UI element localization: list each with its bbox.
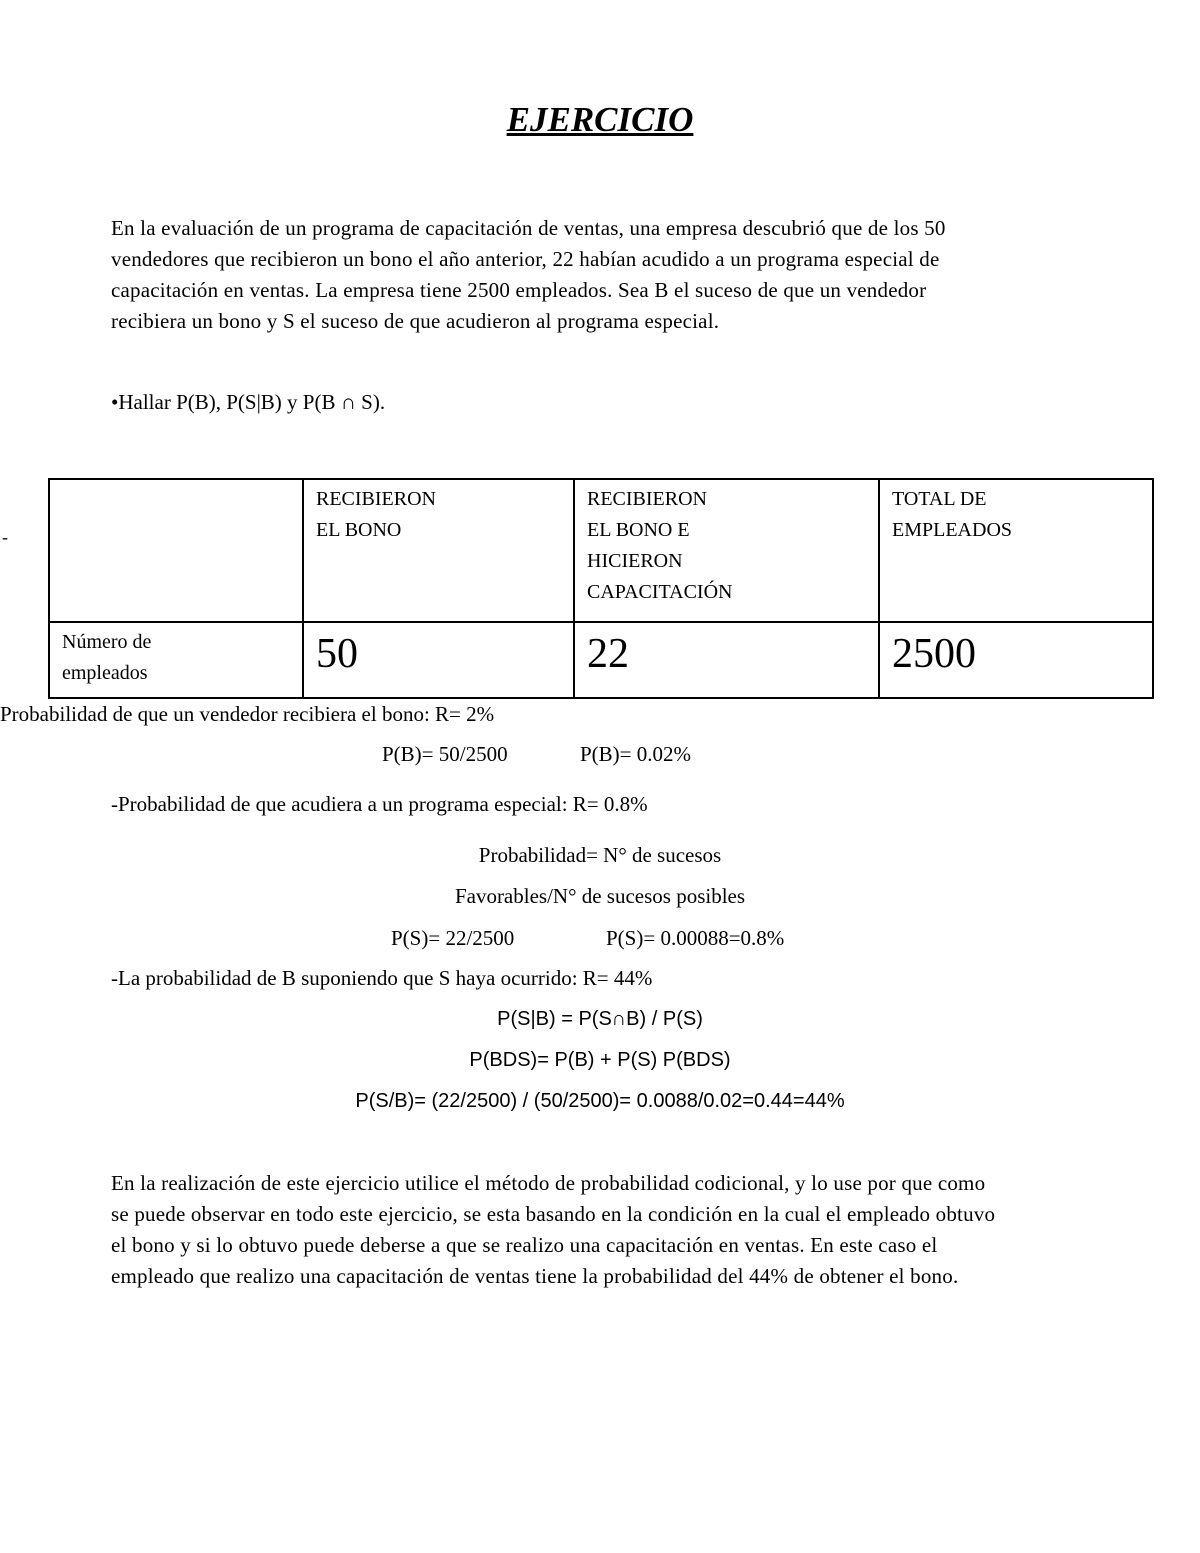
page-title: EJERCICIO [506, 100, 694, 139]
header-text: EMPLEADOS [892, 519, 1013, 541]
row-label-text: empleados [62, 662, 148, 684]
prob-definition: Favorables/N° de sucesos posibles [454, 884, 746, 908]
table-row [49, 622, 1153, 698]
value-cell-capacitacion: 22 [574, 622, 879, 698]
conditional-heading: -La probabilidad de B suponiendo que S haya ocurrido: R= 44% [111, 966, 653, 990]
conditional-formula: P(S/B)= (22/2500) / (50/2500)= 0.0088/0.02=0.44=44% [355, 1090, 845, 1112]
header-text: TOTAL DE [892, 488, 987, 510]
conclusion-line: En la realización de este ejercicio utilice el método de probabilidad codicional, y lo use por que como [111, 1171, 986, 1195]
header-text: RECIBIERON [316, 488, 436, 510]
prob-s-heading: -Probabilidad de que acudiera a un programa especial: R= 0.8% [111, 792, 648, 816]
intro-line: En la evaluación de un programa de capacitación de ventas, una empresa descubrió que de los 50 [111, 216, 946, 240]
header-text: EL BONO E [587, 519, 690, 541]
row-label-text: Número de [62, 631, 152, 653]
value-cell-bono: 50 [303, 622, 574, 698]
prob-b-result: P(B)= 0.02% [580, 742, 692, 766]
header-cell-total [879, 479, 1153, 622]
data-table [48, 478, 1154, 699]
conclusion-line: empleado que realizo una capacitación de ventas tiene la probabilidad del 44% de obtener el bono. [111, 1264, 959, 1288]
header-text: CAPACITACIÓN [587, 581, 733, 603]
prob-s-calc: P(S)= 22/2500 [391, 926, 515, 950]
intro-line: vendedores que recibieron un bono el año anterior, 22 habían acudido a un programa especial de [111, 247, 940, 271]
stray-dash: - [2, 527, 8, 547]
conclusion-line: se puede observar en todo este ejercicio, se esta basando en la condición en la cual el empleado obtuvo [111, 1202, 996, 1226]
prob-s-result: P(S)= 0.00088=0.8% [606, 926, 785, 950]
conclusion-line: el bono y si lo obtuvo puede deberse a que se realizo una capacitación en ventas. En este caso el [111, 1233, 938, 1257]
header-cell-bono [303, 479, 574, 622]
header-cell-bono-capacitacion [574, 479, 879, 622]
header-text: HICIERON [587, 550, 683, 572]
intro-paragraph [111, 213, 1071, 337]
conditional-formula: P(BDS)= P(B) + P(S) P(BDS) [469, 1049, 731, 1071]
header-text: RECIBIERON [587, 488, 707, 510]
value-cell-total: 2500 [879, 622, 1153, 698]
prob-definition: Probabilidad= N° de sucesos [478, 843, 722, 867]
intro-line: capacitación en ventas. La empresa tiene 2500 empleados. Sea B el suceso de que un vendedor [111, 278, 927, 302]
header-cell-empty [49, 479, 303, 622]
table-header-row [49, 479, 1153, 622]
row-label-cell [49, 622, 303, 698]
header-text: EL BONO [316, 519, 402, 541]
prob-b-heading: Probabilidad de que un vendedor recibiera el bono: R= 2% [0, 702, 495, 726]
prob-b-calc: P(B)= 50/2500 [382, 742, 508, 766]
task-statement: •Hallar P(B), P(S|B) y P(B ∩ S). [111, 390, 386, 414]
conclusion-paragraph [111, 1168, 1071, 1292]
intro-line: recibiera un bono y S el suceso de que acudieron al programa especial. [111, 309, 720, 333]
conditional-formula: P(S|B) = P(S∩B) / P(S) [497, 1008, 703, 1030]
